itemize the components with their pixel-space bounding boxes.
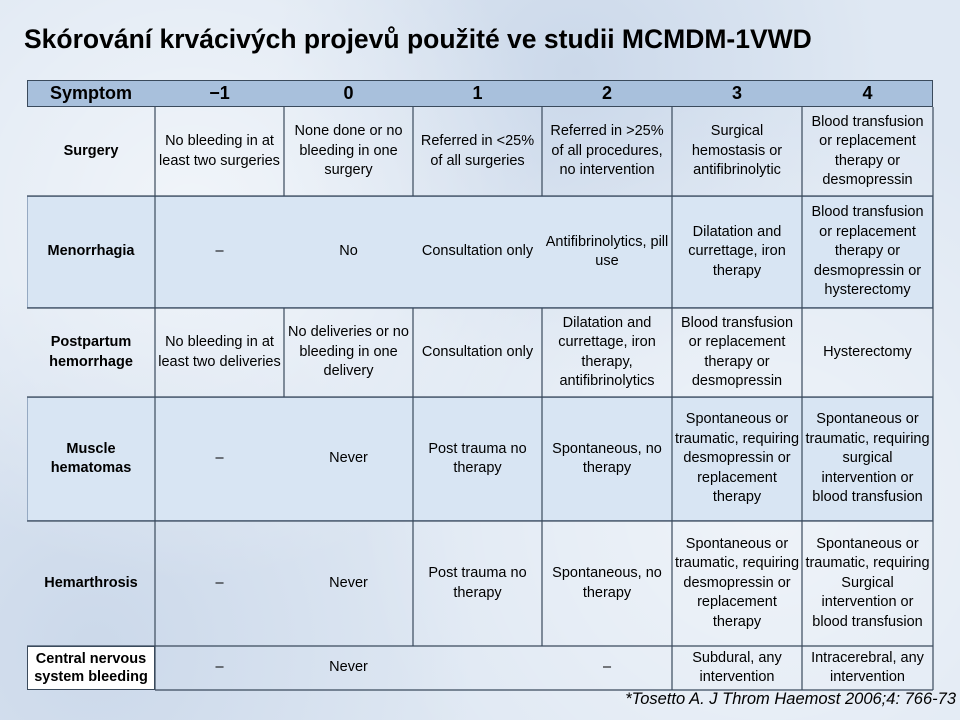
cell-hemarthrosis-4: Spontaneous or traumatic, requiring Surgical intervention or blood transfusion	[805, 535, 930, 630]
cell-menorrhagia-2: Antifibrinolytics, pill use	[545, 233, 669, 269]
header-score-4: 4	[862, 82, 873, 103]
cell-muscle-4: Spontaneous or traumatic, requiring surgical intervention or blood transfusion	[805, 411, 930, 506]
cell-cns-2: –	[602, 659, 612, 676]
row-label-surgery: Surgery	[63, 142, 119, 159]
cell-surgery-4: Blood transfusion or replacement therapy or desmopressin	[811, 113, 924, 188]
header-score-1: 1	[472, 82, 483, 103]
cell-surgery-2: Referred in >25% of all procedures, no intervention	[550, 123, 664, 179]
cell-hemarthrosis-1: Post trauma no therapy	[428, 565, 527, 601]
row-label-cns-bleeding: Central nervous system bleeding	[34, 651, 148, 685]
cell-postpartum-1: Consultation only	[421, 343, 534, 360]
header-symptom: Symptom	[49, 82, 132, 103]
citation: *Tosetto A. J Throm Haemost 2006;4: 766-73	[625, 690, 956, 708]
cell-menorrhagia-minus1: –	[215, 243, 224, 260]
cell-muscle-3: Spontaneous or traumatic, requiring desmopressin or replacement therapy	[674, 411, 800, 506]
cell-muscle-0: Never	[329, 450, 368, 467]
page-title: Skórování krvácivých projevů použité ve studii MCMDM-1VWD	[24, 24, 812, 54]
cell-menorrhagia-3: Dilatation and currettage, iron therapy	[688, 223, 786, 279]
header-score-minus1: −1	[209, 82, 230, 103]
cell-cns-4: Intracerebral, any intervention	[811, 649, 924, 685]
cell-postpartum-2: Dilatation and currettage, iron therapy, antifibrinolytics	[558, 314, 656, 389]
cell-surgery-0: None done or no bleeding in one surgery	[294, 123, 403, 179]
row-label-hemarthrosis: Hemarthrosis	[44, 574, 138, 591]
cell-postpartum-0: No deliveries or no bleeding in one delivery	[288, 324, 409, 380]
cell-cns-1	[413, 646, 542, 690]
row-label-postpartum-hemorrhage: Postpartum hemorrhage	[49, 334, 133, 370]
cell-surgery-1: Referred in <25% of all surgeries	[420, 133, 535, 169]
cell-muscle-minus1: –	[215, 450, 224, 467]
header-score-2: 2	[601, 82, 612, 103]
row-label-menorrhagia: Menorrhagia	[47, 243, 135, 260]
header-score-3: 3	[731, 82, 742, 103]
cell-hemarthrosis-0: Never	[329, 574, 368, 591]
cell-postpartum-3: Blood transfusion or replacement therapy or desmopressin	[680, 314, 794, 389]
cell-menorrhagia-0: No	[339, 243, 358, 260]
cell-postpartum-4: Hysterectomy	[823, 343, 912, 360]
cell-muscle-1: Post trauma no therapy	[428, 440, 527, 476]
header-score-0: 0	[343, 82, 354, 103]
cell-hemarthrosis-minus1: –	[215, 574, 224, 591]
cell-postpartum-minus1: No bleeding in at least two deliveries	[158, 334, 281, 370]
cell-surgery-3: Surgical hemostasis or antifibrinolytic	[691, 123, 783, 179]
cell-muscle-2: Spontaneous, no therapy	[552, 440, 662, 476]
cell-hemarthrosis-3: Spontaneous or traumatic, requiring desmopressin or replacement therapy	[674, 535, 800, 630]
cell-menorrhagia-4: Blood transfusion or replacement therapy or desmopressin or hysterectomy	[811, 204, 924, 299]
row-label-muscle-hematomas: Muscle hematomas	[50, 440, 132, 476]
cell-surgery-minus1: No bleeding in at least two surgeries	[159, 133, 280, 169]
cell-cns-3: Subdural, any intervention	[692, 649, 782, 685]
cell-cns-0: Never	[329, 659, 368, 676]
cell-hemarthrosis-2: Spontaneous, no therapy	[552, 565, 662, 601]
cell-menorrhagia-1: Consultation only	[421, 243, 534, 260]
cell-cns-minus1: –	[215, 659, 224, 676]
